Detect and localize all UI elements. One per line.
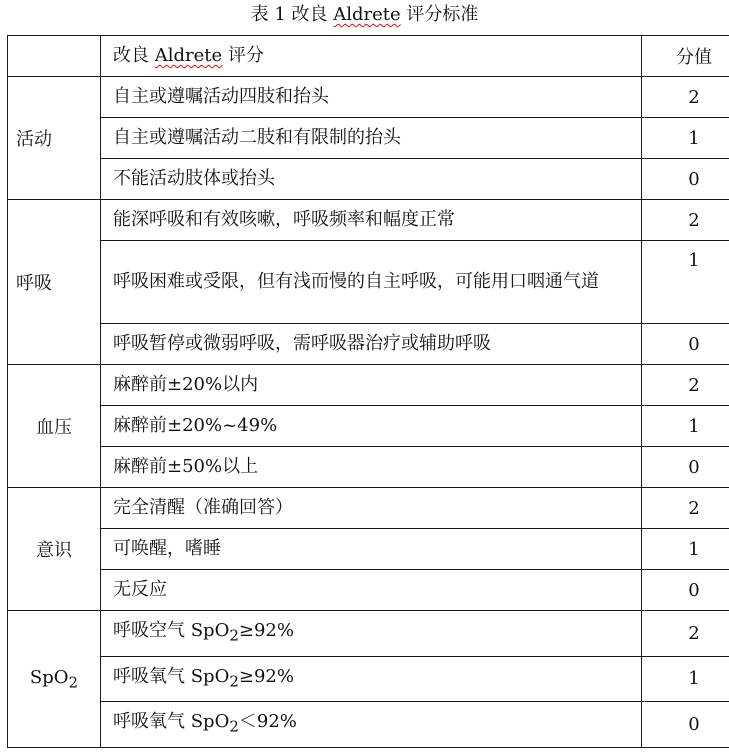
- criterion-cell: 可唤醒，嗜睡: [101, 529, 642, 570]
- table-row: [8, 159, 729, 200]
- criterion-cell: [101, 702, 642, 748]
- criterion-sub: 2: [229, 626, 239, 645]
- table-row: [8, 529, 729, 570]
- score-cell: 0: [642, 324, 729, 365]
- caption-term: Aldrete: [333, 4, 401, 25]
- table-row: [8, 241, 729, 324]
- category-spo2: [8, 611, 101, 748]
- category-blood-pressure: 血压: [8, 365, 101, 488]
- table-row: [8, 656, 729, 702]
- score-cell: 0: [642, 159, 729, 200]
- criterion-suffix: ＜92%: [238, 711, 297, 733]
- score-cell: 0: [642, 447, 729, 488]
- criterion-cell: 自主或遵嘱活动二肢和有限制的抬头: [101, 118, 642, 159]
- header-item-cell: [101, 36, 642, 77]
- score-cell: 0: [642, 702, 729, 748]
- category-spo2-main: SpO: [29, 666, 69, 688]
- table-row: [8, 611, 729, 657]
- table-row: [8, 365, 729, 406]
- criterion-cell: 无反应: [101, 570, 642, 611]
- table-row: [8, 77, 729, 118]
- caption-prefix: 表 1 改良: [250, 4, 334, 25]
- criterion-cell: 不能活动肢体或抬头: [101, 159, 642, 200]
- table-row: [8, 200, 729, 241]
- criterion-cell: [101, 656, 642, 702]
- criterion-cell: 呼吸暂停或微弱呼吸，需呼吸器治疗或辅助呼吸: [101, 324, 642, 365]
- category-spo2-sub: 2: [68, 673, 79, 692]
- caption-suffix: 评分标准: [400, 4, 479, 25]
- criterion-cell: 能深呼吸和有效咳嗽，呼吸频率和幅度正常: [101, 200, 642, 241]
- criterion-prefix: 呼吸氧气 SpO: [113, 711, 230, 733]
- criterion-cell: 麻醉前±50%以上: [101, 447, 642, 488]
- category-consciousness: 意识: [8, 488, 101, 611]
- criterion-cell: 麻醉前±20%以内: [101, 365, 642, 406]
- criterion-prefix: 呼吸空气 SpO: [113, 620, 230, 641]
- table-row: [8, 406, 729, 447]
- score-cell: 0: [642, 570, 729, 611]
- table-row: [8, 447, 729, 488]
- criterion-suffix: ≥92%: [238, 665, 294, 687]
- score-cell: 2: [642, 611, 729, 657]
- header-item-term: Aldrete: [154, 45, 223, 66]
- score-cell: 1: [642, 241, 729, 324]
- aldrete-score-table: [7, 35, 729, 748]
- table-row: [8, 324, 729, 365]
- criterion-suffix: ≥92%: [238, 620, 294, 641]
- criterion-cell: 完全清醒（准确回答）: [101, 488, 642, 529]
- score-cell: 2: [642, 77, 729, 118]
- criterion-cell: 自主或遵嘱活动四肢和抬头: [101, 77, 642, 118]
- table-header-row: [8, 36, 729, 77]
- header-item-suffix: 评分: [222, 45, 264, 66]
- table-row: [8, 702, 729, 748]
- table-caption: [0, 4, 729, 26]
- table-row: [8, 118, 729, 159]
- score-cell: 2: [642, 488, 729, 529]
- score-cell: 1: [642, 118, 729, 159]
- header-score-cell: 分值: [642, 36, 729, 77]
- criterion-cell: 呼吸困难或受限，但有浅而慢的自主呼吸，可能用口咽通气道: [101, 241, 642, 324]
- header-item-prefix: 改良: [113, 45, 155, 66]
- score-cell: 2: [642, 200, 729, 241]
- criterion-cell: [101, 611, 642, 657]
- score-cell: 1: [642, 406, 729, 447]
- table-row: [8, 488, 729, 529]
- header-category-cell: [8, 36, 101, 77]
- criterion-prefix: 呼吸氧气 SpO: [113, 665, 230, 687]
- category-activity: 活动: [8, 77, 101, 200]
- table-row: [8, 570, 729, 611]
- score-cell: 2: [642, 365, 729, 406]
- criterion-sub: 2: [229, 717, 239, 736]
- score-cell: 1: [642, 656, 729, 702]
- criterion-sub: 2: [229, 672, 239, 691]
- category-respiration: 呼吸: [8, 200, 101, 365]
- score-cell: 1: [642, 529, 729, 570]
- criterion-cell: 麻醉前±20%~49%: [101, 406, 642, 447]
